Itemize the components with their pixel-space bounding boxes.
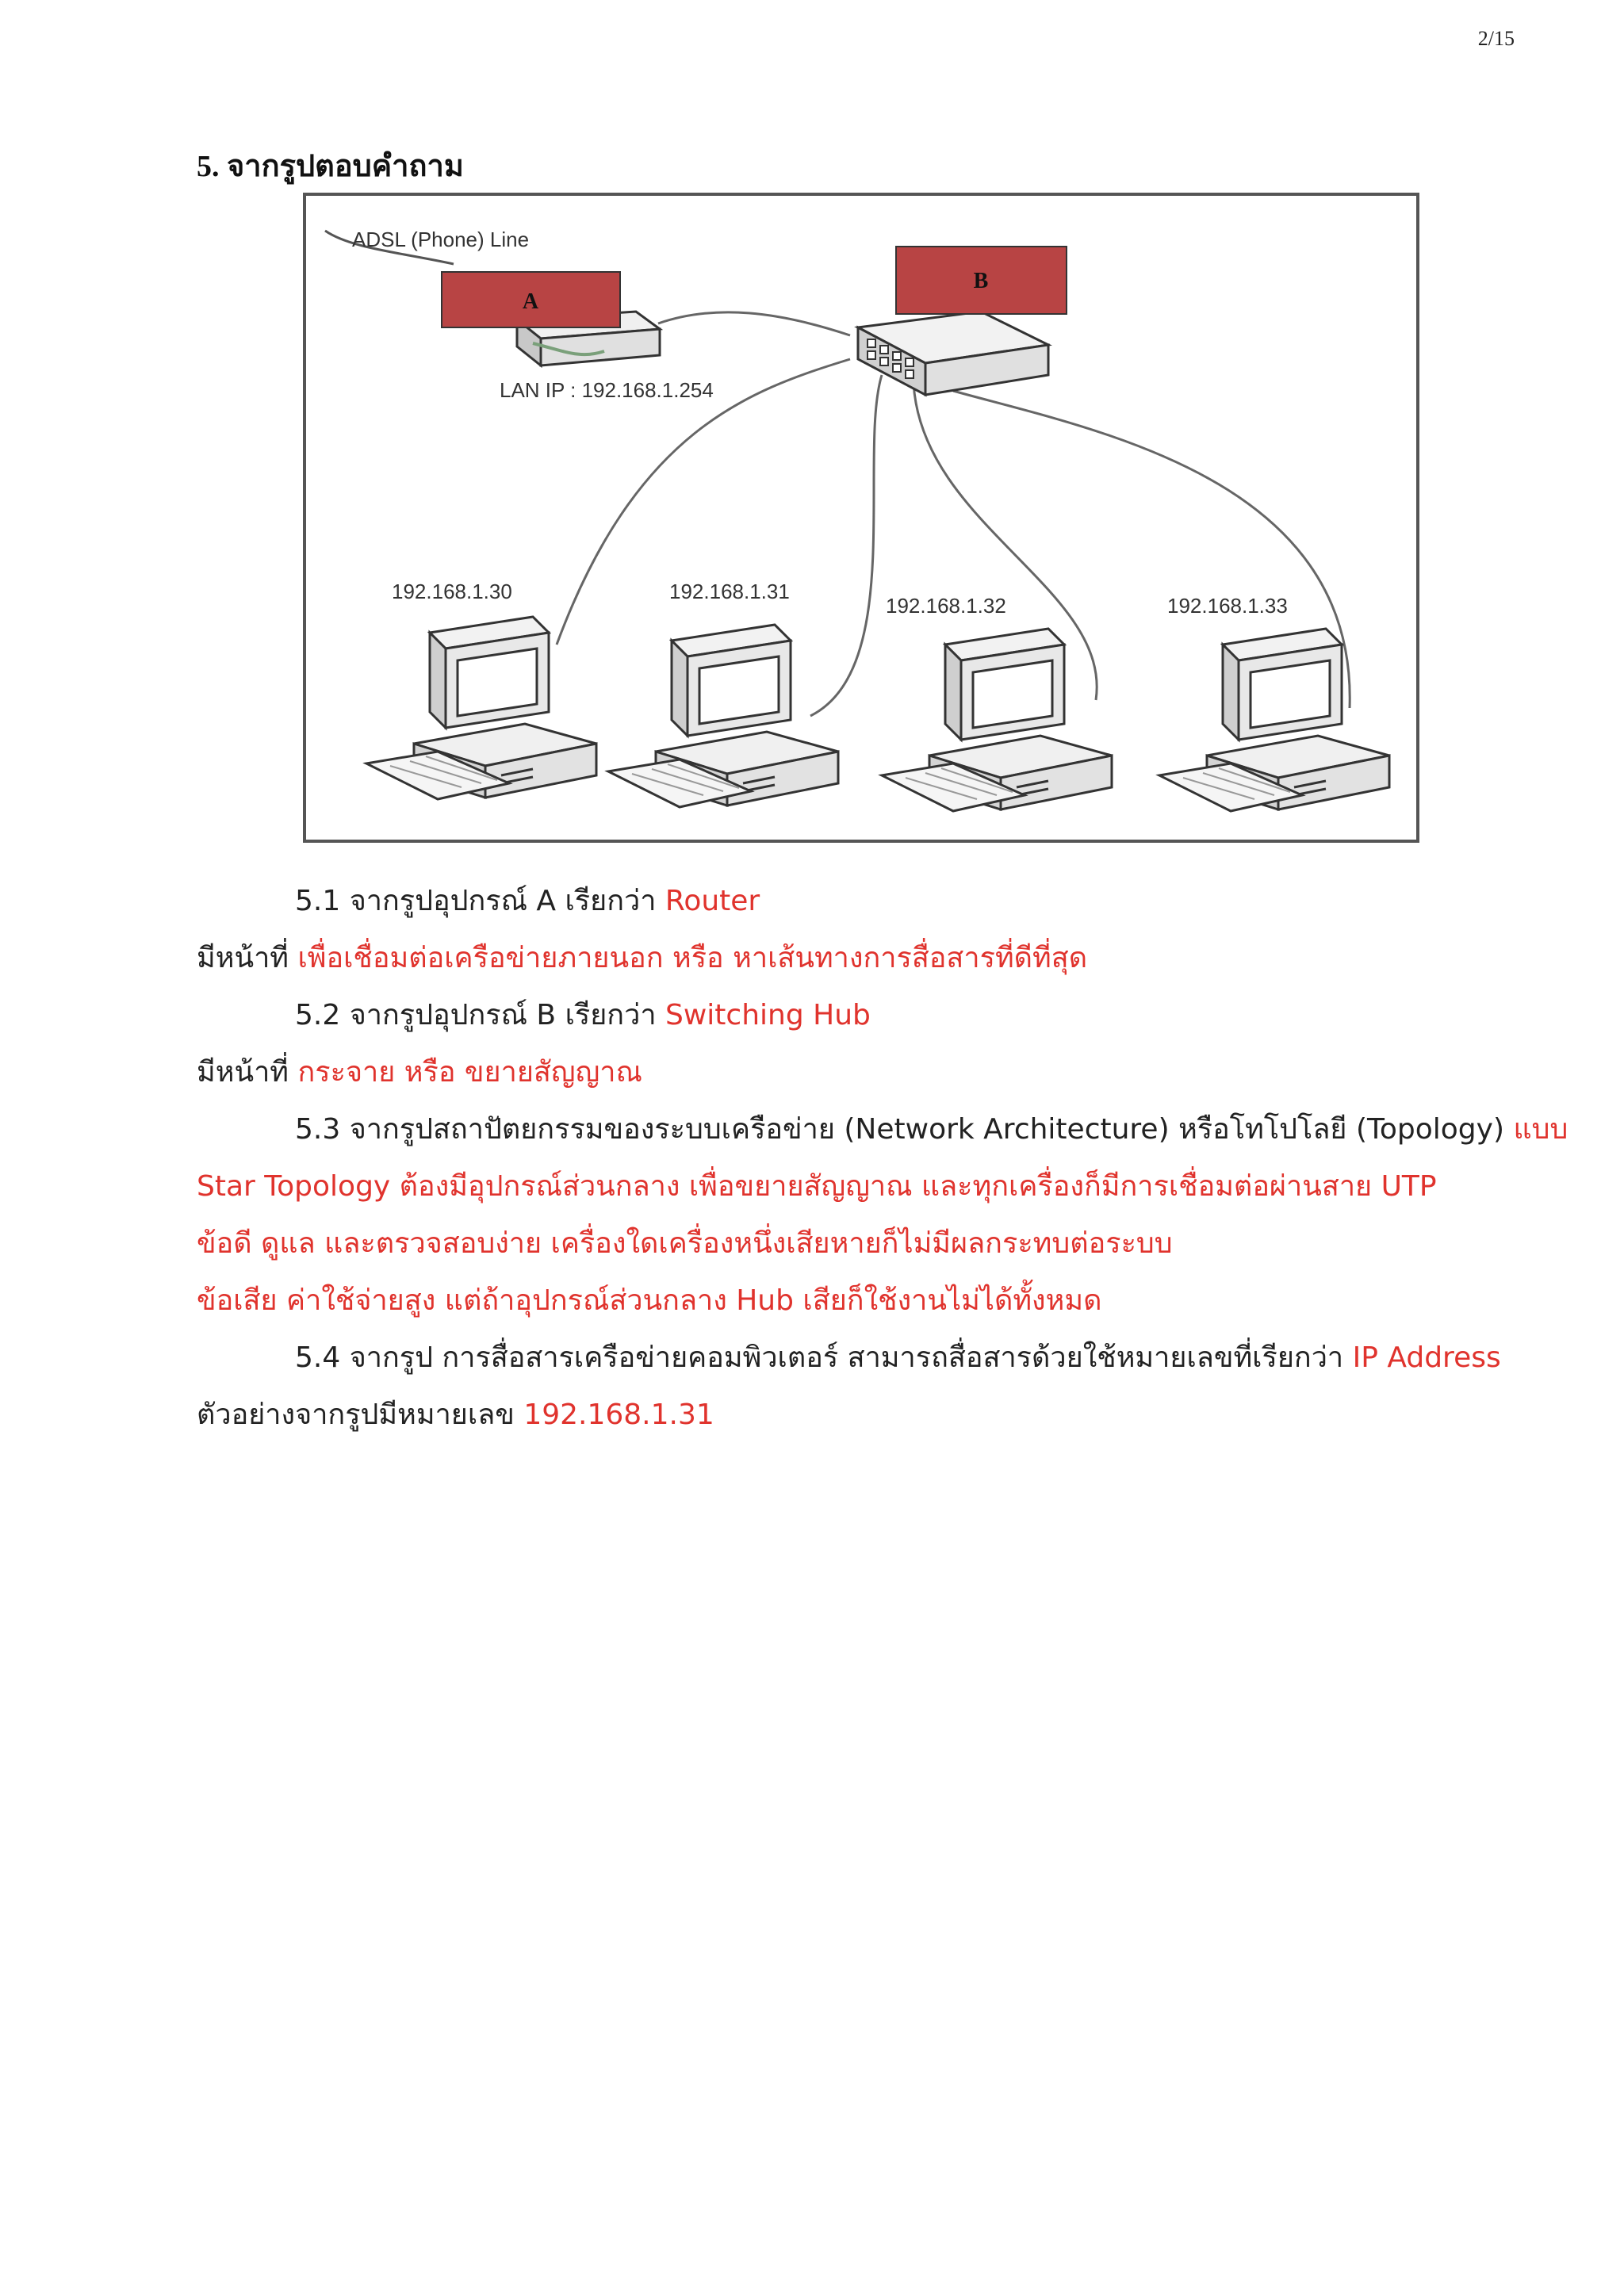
lan-ip-label: LAN IP : 192.168.1.254 <box>500 378 714 402</box>
section-heading: 5. จากรูปตอบคำถาม <box>197 150 464 183</box>
adsl-label: ADSL (Phone) Line <box>352 228 530 251</box>
device-b-label: B <box>973 269 989 293</box>
q4-example-prefix: ตัวอย่างจากรูปมีหมายเลข <box>197 1399 524 1431</box>
network-diagram <box>303 193 1419 843</box>
q3-disadvantage: ข้อเสีย ค่าใช้จ่ายสูง แต่ถ้าอุปกรณ์ส่วนกลาง Hub เสียก็ใช้งานไม่ได้ทั้งหมด <box>197 1284 1102 1317</box>
pc-ip-label: 192.168.1.33 <box>1167 594 1288 618</box>
q3-prefix: 5.3 จากรูปสถาปัตยกรรมของระบบเครือข่าย (Network Architecture) หรือโทโปโลยี (Topology) <box>295 1113 1514 1146</box>
q1-role-prefix: มีหน้าที่ <box>197 942 298 974</box>
q2-role-prefix: มีหน้าที่ <box>197 1056 298 1089</box>
device-a-label: A <box>522 289 539 314</box>
page-number: 2/15 <box>1477 27 1515 50</box>
q4-line <box>295 1338 1501 1378</box>
q2-prefix: 5.2 จากรูปอุปกรณ์ B เรียกว่า <box>295 999 665 1031</box>
q4-example-line <box>197 1395 714 1435</box>
q4-example-answer: 192.168.1.31 <box>523 1399 714 1431</box>
q2-role-answer: กระจาย หรือ ขยายสัญญาณ <box>297 1056 642 1089</box>
q3-answer-line2: Star Topology ต้องมีอุปกรณ์ส่วนกลาง เพื่อขยายสัญญาณ และทุกเครื่องก็มีการเชื่อมต่อผ่านสาย UTP <box>197 1170 1437 1203</box>
q1-prefix: 5.1 จากรูปอุปกรณ์ A เรียกว่า <box>295 885 665 917</box>
q1-line <box>295 882 760 921</box>
pc-ip-label: 192.168.1.31 <box>669 580 790 603</box>
q4-prefix: 5.4 จากรูป การสื่อสารเครือข่ายคอมพิวเตอร์ สามารถสื่อสารด้วยใช้หมายเลขที่เรียกว่า <box>295 1341 1353 1374</box>
q1-role-answer: เพื่อเชื่อมต่อเครือข่ายภายนอก หรือ หาเส้นทางการสื่อสารที่ดีที่สุด <box>297 942 1088 974</box>
pc-ip-label: 192.168.1.32 <box>886 594 1006 618</box>
q1-role-line <box>197 939 1087 978</box>
q1-answer: Router <box>665 885 760 917</box>
q2-role-line <box>197 1053 642 1093</box>
q3-advantage: ข้อดี ดูแล และตรวจสอบง่าย เครื่องใดเครื่องหนึ่งเสียหายก็ไม่มีผลกระทบต่อระบบ <box>197 1227 1173 1260</box>
q3-line <box>295 1110 1568 1150</box>
q3-answer-start: แบบ <box>1513 1113 1568 1146</box>
q2-line <box>295 996 871 1035</box>
pc-ip-label: 192.168.1.30 <box>392 580 512 603</box>
q2-answer: Switching Hub <box>665 999 871 1031</box>
q4-answer: IP Address <box>1352 1341 1501 1374</box>
